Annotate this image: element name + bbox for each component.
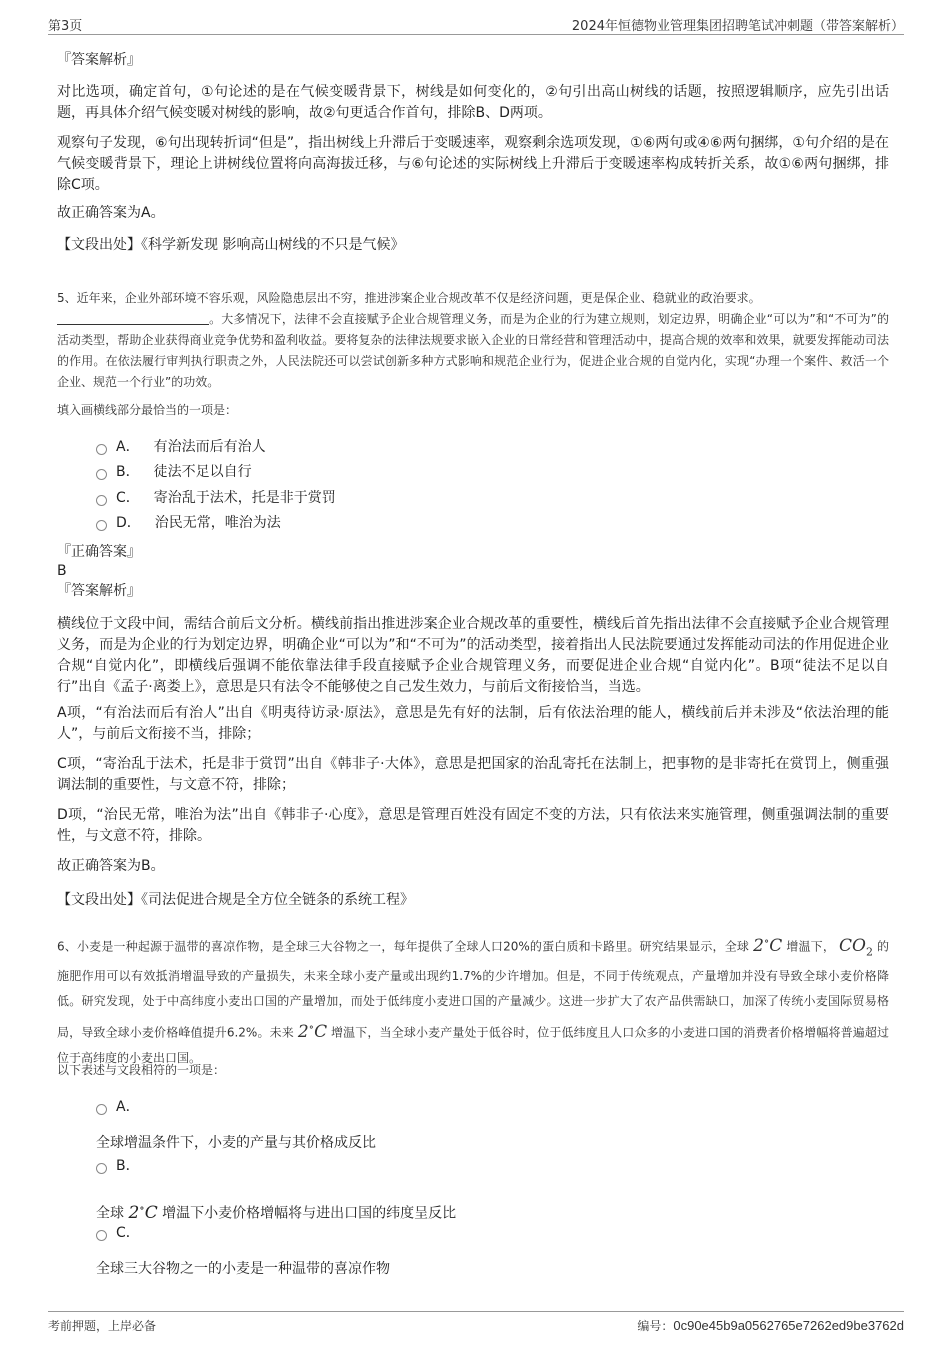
q6-prompt: 以下表述与文段相符的一项是： bbox=[57, 1063, 226, 1077]
q6-option-b-text: 全球 2∘C 增温下小麦价格增幅将与进出口国的纬度呈反比 bbox=[96, 1201, 457, 1223]
q5-option-c-text: 寄治乱于法术，托是非于赏罚 bbox=[153, 490, 336, 506]
q5-analysis-paragraph-1: 横线位于文段中间，需结合前后文分析。横线前指出推进涉案企业合规改革的重要性，横线后首先指出法律不会直接赋予企业合规管理义务，而是为企业的行为划定边界，明确企业“可以为”和“不可为”的活动类型，接着指出人民法院要通过发挥能动司法的作用促进企业合规“自觉内化”，即横线后强调不能依靠法律手段直接赋予企业合规管理义务，而要促进企业合规“自觉内化”。B项“徒法不足以自行”出自《孟子·离娄上》，意思是只有法令不能够使之自己发生效力，与前后文衔接恰当，当选。 bbox=[57, 616, 889, 695]
q6-option-a-text: 全球增温条件下，小麦的产量与其价格成反比 bbox=[96, 1135, 376, 1151]
q5-passage-intro: 5、近年来，企业外部环境不容乐观，风险隐患层出不穷，推进涉案企业合规改革不仅是经济问题，更是保企业、稳就业的政治要求。 bbox=[57, 291, 761, 305]
q5-option-d-text: 治民无常，唯治为法 bbox=[154, 515, 281, 531]
q5-analysis-paragraph-4: D项，“治民无常，唯治为法”出自《韩非子·心度》，意思是管理百姓没有固定不变的方法，只有依法来实施管理，侧重强调法制的重要性，与文意不符，排除。 bbox=[57, 807, 889, 844]
q6-option-a[interactable]: A． bbox=[96, 1096, 154, 1118]
q5-conclusion: 故正确答案为B。 bbox=[57, 858, 165, 874]
footer-note: 考前押题，上岸必备 bbox=[48, 1319, 157, 1333]
page-footer bbox=[48, 1311, 904, 1336]
temperature-formula: 2∘C bbox=[128, 1201, 158, 1223]
q5-passage-body: 。大多情况下，法律不会直接赋予企业合规管理义务，而是为企业的行为建立规则，划定边界，明确企业“可以为”和“不可为”的活动类型，帮助企业获得商业竞争优势和盈利收益。要将复杂的法律法规要求嵌入企业的日常经营和管理活动中，提高合规的效率和效果，就要发挥能动司法的作用。在依法履行审判执行职责之外，人民法院还可以尝试创新多种方式影响和规范企业行为，促进企业合规的自觉内化，实现“办理一个案件、救活一个企业、规范一个行业”的功效。 bbox=[57, 312, 889, 389]
q5-answer-label: 『正确答案』 bbox=[57, 544, 141, 560]
q4-analysis-label: 『答案解析』 bbox=[57, 52, 141, 68]
q4-conclusion: 故正确答案为A。 bbox=[57, 205, 165, 221]
q6-passage: 6、小麦是一种起源于温带的喜凉作物，是全球三大谷物之一，每年提供了全球人口20%的蛋白质和卡路里。研究结果显示，全球 2∘C 增温下， $CO_2$ 的施肥作用可以有效抵消增温导致的产量损失，未来全球小麦产量或出现约1.7%的少许增加。但是，不同于传统观点，产量增加并没有导致全球小麦价格降低。研究发现，处于中高纬度小麦出口国的产量增加，而处于低纬度小麦进口国的产量减少。这进一步扩大了农产品供需缺口，加深了传统小麦国际贸易格局，导致全球小麦价格峰值提升6.2%。未来 2∘C 增温下，当全球小麦产量处于低谷时，位于低纬度且人口众多的小麦进口国的消费者价格增幅将普遍超过位于高纬度的小麦出口国。 bbox=[57, 934, 889, 1065]
q4-analysis-paragraph-2: 观察句子发现，⑥句出现转折词“但是”，指出树线上升滞后于变暖速率，观察剩余选项发现，①⑥两句或④⑥两句捆绑，①句介绍的是在气候变暖背景下，理论上讲树线位置将向高海拔迁移，与⑥句论述的实际树线上升滞后于变暖速率构成转折关系，故①⑥两句捆绑，排除C项。 bbox=[57, 135, 889, 193]
q4-analysis-paragraph-1: 对比选项，确定首句，①句论述的是在气候变暖背景下，树线是如何变化的，②句引出高山树线的话题，按照逻辑顺序，应先引出话题，再具体介绍气候变暖对树线的影响，故②句更适合作首句，排除B、D两项。 bbox=[57, 84, 889, 121]
radio-icon[interactable] bbox=[96, 1230, 107, 1241]
radio-icon[interactable] bbox=[96, 1104, 107, 1115]
page-header bbox=[48, 12, 904, 35]
document-code: 编号：0c90e45b9a0562765e7262ed9be3762d bbox=[637, 1318, 904, 1333]
radio-icon[interactable] bbox=[96, 495, 107, 506]
page-number: 第3页 bbox=[48, 19, 83, 34]
q5-answer: B bbox=[57, 563, 67, 579]
q6-option-c[interactable]: C． bbox=[96, 1222, 154, 1244]
q5-analysis-paragraph-2: A项，“有治法而后有治人”出自《明夷待访录·原法》，意思是先有好的法制，后有依法治理的能人，横线前后并未涉及“依法治理的能人”，与前后文衔接不当，排除； bbox=[57, 705, 889, 742]
temperature-formula: 2∘C bbox=[753, 934, 783, 956]
q5-option-a[interactable]: A． 有治法而后有治人 bbox=[96, 436, 266, 458]
q5-option-b-text: 徒法不足以自行 bbox=[153, 464, 252, 480]
q5-prompt: 填入画横线部分最恰当的一项是： bbox=[57, 403, 238, 417]
radio-icon[interactable] bbox=[96, 520, 107, 531]
q5-analysis-paragraph-3: C项，“寄治乱于法术，托是非于赏罚”出自《韩非子·大体》，意思是把国家的治乱寄托在法制上，把事物的是非寄托在赏罚上，侧重强调法制的重要性，与文意不符，排除； bbox=[57, 756, 889, 793]
document-title: 2024年恒德物业管理集团招聘笔试冲刺题（带答案解析） bbox=[571, 19, 904, 34]
q4-source: 【文段出处】《科学新发现 影响高山树线的不只是气候》 bbox=[57, 237, 405, 253]
q5-source: 【文段出处】《司法促进合规是全方位全链条的系统工程》 bbox=[57, 892, 414, 908]
co2-formula: $CO_2$ bbox=[839, 935, 873, 959]
q5-blank bbox=[57, 310, 209, 325]
q5-option-b[interactable]: B． 徒法不足以自行 bbox=[96, 461, 252, 483]
q6-option-b[interactable]: B． bbox=[96, 1155, 154, 1177]
q5-option-d[interactable]: D． 治民无常，唯治为法 bbox=[96, 512, 281, 534]
q5-analysis-label: 『答案解析』 bbox=[57, 583, 141, 599]
q5-passage bbox=[57, 288, 889, 393]
q6-option-c-text: 全球三大谷物之一的小麦是一种温带的喜凉作物 bbox=[96, 1261, 390, 1277]
radio-icon[interactable] bbox=[96, 444, 107, 455]
q5-option-a-text: 有治法而后有治人 bbox=[153, 439, 266, 455]
temperature-formula: 2∘C bbox=[297, 1020, 328, 1042]
radio-icon[interactable] bbox=[96, 1163, 107, 1174]
q5-option-c[interactable]: C． 寄治乱于法术，托是非于赏罚 bbox=[96, 487, 336, 509]
radio-icon[interactable] bbox=[96, 469, 107, 480]
